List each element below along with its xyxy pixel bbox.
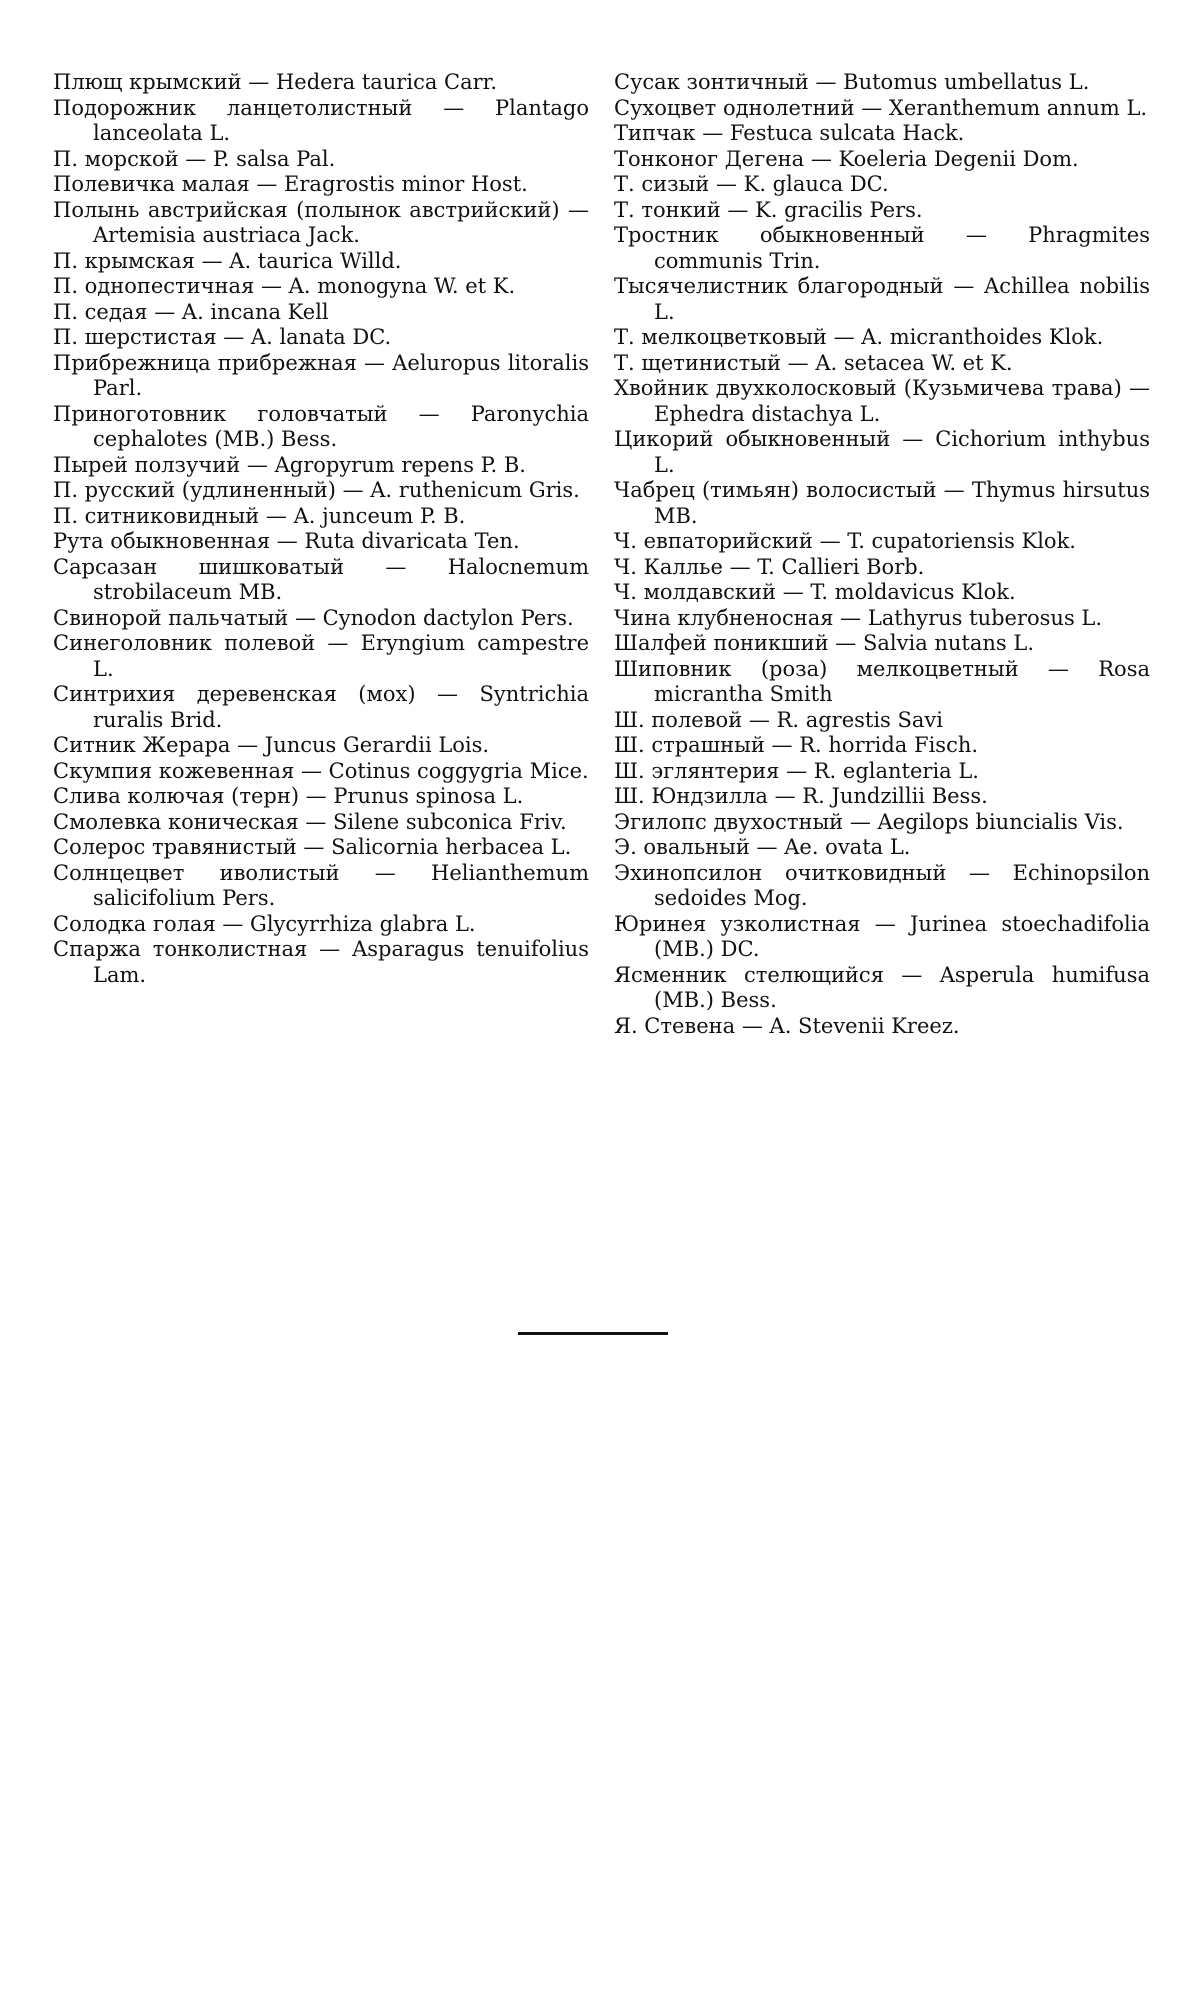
plant-entry: Типчак — Festuca sulcata Hack. — [614, 121, 965, 145]
plant-entry: Тысячелистник благородный — Achillea nobilis L. — [614, 274, 1150, 324]
plant-entry: Пырей ползучий — Agropyrum repens P. B. — [53, 452, 526, 477]
plant-entry: Юринея узколистная — Jurinea stoechadifolia (MB.) DC. — [614, 911, 1150, 961]
plant-entry: Ч. Каллье — T. Callieri Borb. — [614, 554, 925, 579]
plant-entry: Эхинопсилон очитковидный — Echinopsilon sedoides Mog. — [614, 860, 1150, 910]
plant-entry: Полевичка малая — Eragrostis minor Host. — [53, 172, 528, 196]
plant-entry: Т. мелкоцветковый — A. micranthoides Klok. — [614, 325, 1104, 349]
plant-entry: Рута обыкновенная — Ruta divaricata Ten. — [53, 529, 520, 553]
plant-entry: Шалфей поникший — Salvia nutans L. — [614, 631, 1034, 655]
plant-entry: Т. тонкий — K. gracilis Pers. — [614, 197, 923, 222]
plant-entry: Приноготовник головчатый — Paronychia cephalotes (MB.) Bess. — [53, 401, 589, 451]
plant-entry: Т. сизый — K. glauca DC. — [614, 172, 889, 196]
plant-entry: Цикорий обыкновенный — Cichorium inthybus L. — [614, 427, 1150, 477]
plant-entry: Полынь австрийская (полынок австрийский) — Artemisia austriaca Jack. — [53, 197, 589, 247]
plant-entry: Прибрежница прибрежная — Aeluropus litoralis Parl. — [53, 350, 589, 400]
end-rule — [518, 1332, 668, 1335]
plant-entry: Синеголовник полевой — Eryngium campestre L. — [53, 631, 589, 681]
plant-entry: Я. Стевена — A. Stevenii Kreez. — [614, 1013, 960, 1038]
plant-entry: Ч. евпаторийский — T. cupatoriensis Klok. — [614, 529, 1076, 553]
plant-entry: П. морской — P. salsa Pal. — [53, 146, 336, 171]
plant-entry: Сусак зонтичный — Butomus umbellatus L. — [614, 70, 1090, 94]
plant-entry: Ш. эглянтерия — R. eglanteria L. — [614, 758, 979, 783]
plant-entry: Свинорой пальчатый — Cynodon dactylon Pers. — [53, 605, 574, 630]
plant-entry: Т. щетинистый — A. setacea W. et K. — [614, 350, 1013, 375]
plant-entry: П. русский (удлиненный) — A. ruthenicum Gris. — [53, 478, 580, 502]
plant-entry: Ч. молдавский — T. moldavicus Klok. — [614, 580, 1016, 604]
right-column — [614, 70, 1150, 1039]
plant-entry: П. шерстистая — A. lanata DC. — [53, 325, 392, 349]
plant-entry: Синтрихия деревенская (мох) — Syntrichia ruralis Brid. — [53, 682, 589, 732]
plant-entry: Ш. Юндзилла — R. Jundzillii Bess. — [614, 784, 988, 808]
plant-entry: Хвойник двухколосковый (Кузьмичева трава) — Ephedra distachya L. — [614, 376, 1150, 426]
plant-entry: Скумпия кожевенная — Cotinus coggygria Mice. — [53, 758, 589, 783]
plant-entry: Шиповник (роза) мелкоцветный — Rosa micrantha Smith — [614, 656, 1150, 706]
plant-entry: Солнцецвет иволистый — Helianthemum salicifolium Pers. — [53, 860, 589, 910]
plant-entry: Эгилопс двухостный — Aegilops biuncialis Vis. — [614, 809, 1124, 834]
plant-entry: Чабрец (тимьян) волосистый — Thymus hirsutus MB. — [614, 478, 1150, 528]
plant-entry: Слива колючая (терн) — Prunus spinosa L. — [53, 784, 524, 808]
plant-entry: Ситник Жерара — Juncus Gerardii Lois. — [53, 733, 490, 757]
plant-entry: Плющ крымский — Hedera taurica Carr. — [53, 70, 498, 94]
plant-entry: Сарсазан шишковатый — Halocnemum strobilaceum MB. — [53, 554, 589, 604]
plant-entry: П. однопестичная — A. monogyna W. et K. — [53, 274, 516, 298]
plant-entry: Сухоцвет однолетний — Xeranthemum annum L. — [614, 95, 1148, 120]
plant-entry: П. ситниковидный — A. junceum P. B. — [53, 503, 466, 528]
plant-entry: Солерос травянистый — Salicornia herbacea L. — [53, 835, 572, 859]
plant-entry: Чина клубненосная — Lathyrus tuberosus L. — [614, 605, 1103, 630]
plant-entry: Подорожник ланцетолистный — Plantago lanceolata L. — [53, 95, 589, 145]
plant-entry: Ш. полевой — R. agrestis Savi — [614, 707, 943, 732]
plant-entry: Тростник обыкновенный — Phragmites communis Trin. — [614, 223, 1150, 273]
plant-entry: Спаржа тонколистная — Asparagus tenuifolius Lam. — [53, 937, 589, 987]
plant-entry: Э. овальный — Ae. ovata L. — [614, 835, 911, 859]
plant-entry: Ш. страшный — R. horrida Fisch. — [614, 733, 979, 757]
plant-entry: Ясменник стелющийся — Asperula humifusa (MB.) Bess. — [614, 962, 1150, 1012]
plant-entry: П. крымская — A. taurica Willd. — [53, 248, 402, 273]
plant-entry: П. седая — A. incana Kell — [53, 299, 329, 324]
plant-entry: Солодка голая — Glycyrrhiza glabra L. — [53, 911, 476, 936]
left-column — [53, 70, 589, 988]
plant-entry: Тонконог Дегена — Koeleria Degenii Dom. — [614, 146, 1079, 171]
plant-entry: Смолевка коническая — Silene subconica Friv. — [53, 809, 567, 834]
